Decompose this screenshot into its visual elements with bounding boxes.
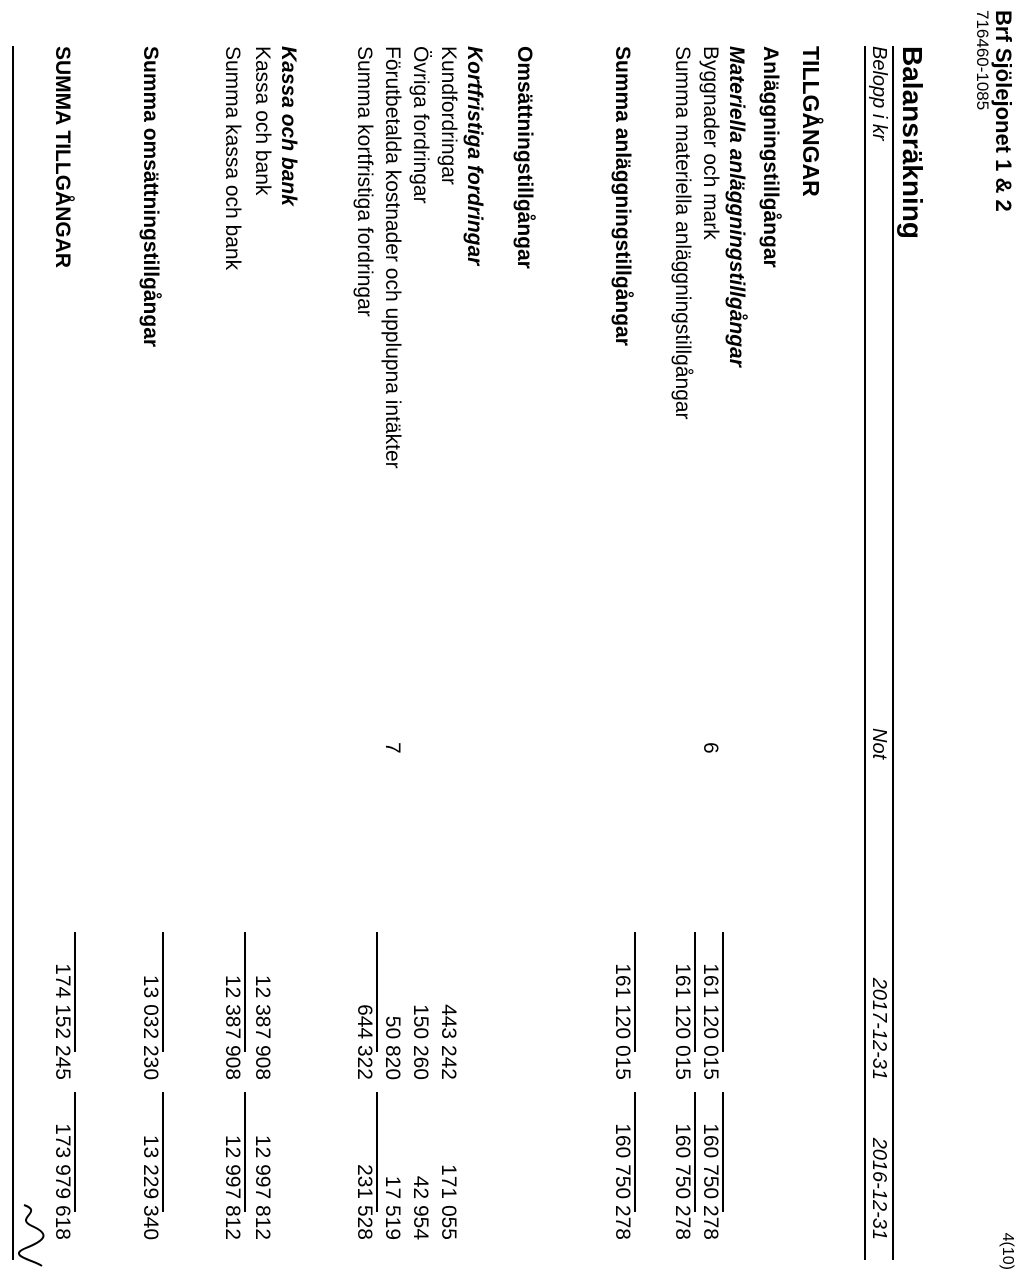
other-receivables-current: 150 260 xyxy=(409,1004,432,1080)
tangible-assets-heading: Materiella anläggningstillgångar xyxy=(725,46,748,367)
buildings-rule-previous xyxy=(722,1092,724,1212)
total-assets-label: SUMMA TILLGÅNGAR xyxy=(51,46,74,269)
buildings-note: 6 xyxy=(699,742,722,754)
page-number: 4(10) xyxy=(999,1232,1016,1270)
sum-current-assets-label: Summa omsättningstillgångar xyxy=(139,46,162,348)
amount-unit-label: Belopp i kr xyxy=(868,46,890,141)
sum-cash-label: Summa kassa och bank xyxy=(221,46,244,271)
sum-tangible-previous: 160 750 278 xyxy=(671,1123,694,1240)
sum-short-receivables-current: 644 322 xyxy=(353,1004,376,1080)
cash-label: Kassa och bank xyxy=(251,46,274,196)
sum-tangible-rule-current xyxy=(694,932,696,1052)
sum-current-assets-previous: 13 229 340 xyxy=(139,1134,162,1240)
bottom-rule xyxy=(12,46,14,1260)
other-receivables-previous: 42 954 xyxy=(409,1175,432,1240)
sum-tangible-rule-previous xyxy=(694,1092,696,1212)
sum-fixed-previous: 160 750 278 xyxy=(611,1123,634,1240)
buildings-previous: 160 750 278 xyxy=(699,1123,722,1240)
signature-mark xyxy=(4,1200,54,1270)
sum-cash-rule-previous xyxy=(244,1092,246,1212)
title-rule xyxy=(892,46,894,1260)
sum-cash-current: 12 387 908 xyxy=(221,974,244,1080)
total-rule-previous xyxy=(74,1092,76,1212)
prepaid-note: 7 xyxy=(381,742,404,754)
sum-tangible-label: Summa materiella anläggningstillgångar xyxy=(671,46,694,420)
sum-fixed-rule-previous xyxy=(634,1092,636,1212)
cash-heading: Kassa och bank xyxy=(277,46,300,206)
total-assets-current: 174 152 245 xyxy=(51,963,74,1080)
buildings-current: 161 120 015 xyxy=(699,963,722,1080)
sum-fixed-current: 161 120 015 xyxy=(611,963,634,1080)
short-receivables-heading: Kortfristiga fordringar xyxy=(463,46,486,266)
current-assets-heading: Omsättningstillgångar xyxy=(513,46,536,269)
sum-fixed-rule-current xyxy=(634,932,636,1052)
org-number: 716460-1085 xyxy=(973,10,992,111)
other-receivables-label: Övriga fordringar xyxy=(409,46,432,204)
customer-receivables-current: 443 242 xyxy=(437,1004,460,1080)
sum-short-receivables-label: Summa kortfristiga fordringar xyxy=(353,46,376,317)
sum-current-rule-previous xyxy=(162,1092,164,1212)
assets-heading: TILLGÅNGAR xyxy=(798,46,824,197)
sum-short-rule-previous xyxy=(376,1092,378,1212)
sum-fixed-assets-label: Summa anläggningstillgångar xyxy=(611,46,634,346)
fixed-assets-heading: Anläggningstillgångar xyxy=(759,46,782,268)
cash-previous: 12 997 812 xyxy=(251,1134,274,1240)
page-title: Balansräkning xyxy=(897,46,928,239)
cash-current: 12 387 908 xyxy=(251,974,274,1080)
total-rule-current xyxy=(74,932,76,1052)
buildings-label: Byggnader och mark xyxy=(699,46,722,240)
sum-current-assets-current: 13 032 230 xyxy=(139,974,162,1080)
total-assets-previous: 173 979 618 xyxy=(51,1123,74,1240)
sum-cash-rule-current xyxy=(244,932,246,1052)
note-column-header: Not xyxy=(868,728,890,760)
company-name: Brf Sjölejonet 1 & 2 xyxy=(991,10,1016,212)
prepaid-label: Förutbetalda kostnader och upplupna intäkter xyxy=(381,46,404,469)
prepaid-previous: 17 519 xyxy=(381,1175,404,1240)
sum-cash-previous: 12 997 812 xyxy=(221,1134,244,1240)
customer-receivables-label: Kundfordringar xyxy=(437,46,460,185)
customer-receivables-previous: 171 055 xyxy=(437,1164,460,1240)
sum-short-rule-current xyxy=(376,932,378,1052)
current-year-header: 2017-12-31 xyxy=(868,977,890,1080)
sum-current-rule-current xyxy=(162,932,164,1052)
header-rule xyxy=(864,46,866,1260)
buildings-rule-current xyxy=(722,932,724,1052)
previous-year-header: 2016-12-31 xyxy=(868,1137,890,1240)
sum-short-receivables-previous: 231 528 xyxy=(353,1164,376,1240)
sum-tangible-current: 161 120 015 xyxy=(671,963,694,1080)
prepaid-current: 50 820 xyxy=(381,1015,404,1080)
